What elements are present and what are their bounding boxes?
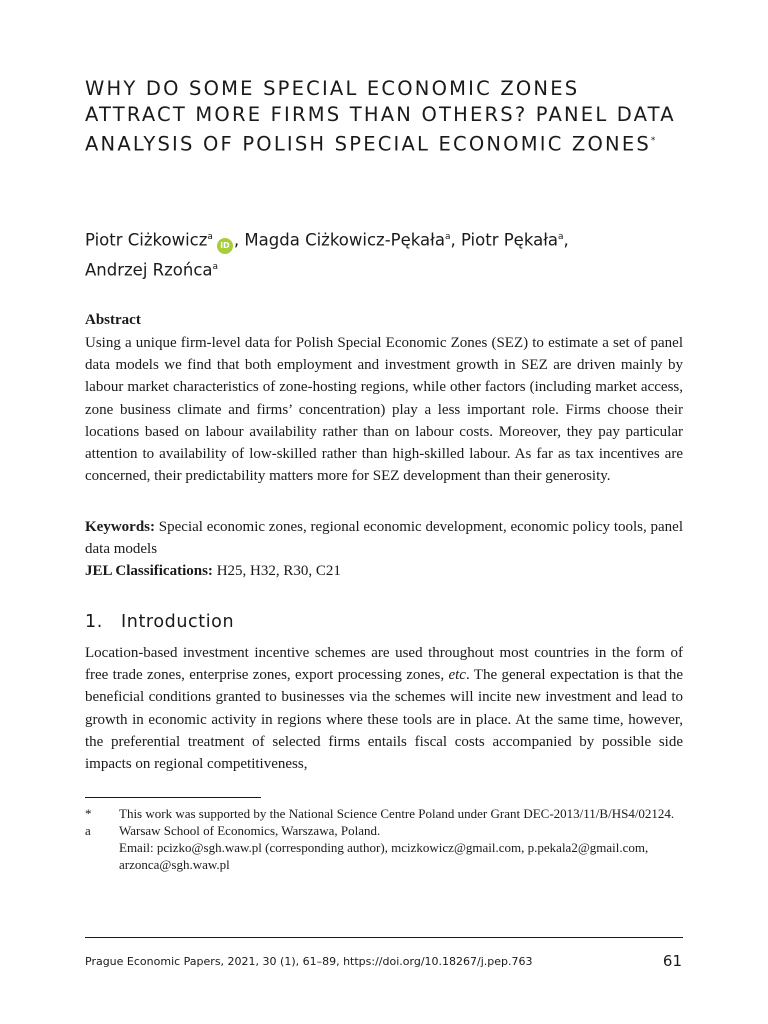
abstract-text: Using a unique firm-level data for Polish Special Economic Zones (SEZ) to estimate a set of panel data models we find that both employment and investment growth in SEZ are driven mainly by labour market characteristics of zone-hosting regions, while other factors (including market access, zone business climate and firms’ concentration) play a less important role. Firms choose their locations based on labour availability rather than on labour costs. Moreover, they pay particular attention to availability of low-skilled rather than high-skilled labour. As far as tax incentives are concerned, their predictability matters more for SEZ development than their generosity. (85, 335, 683, 485)
footnote-mark (85, 839, 119, 873)
section-heading-introduction: 1. Introduction (85, 612, 235, 632)
footnote-text: This work was supported by the National Science Centre Poland under Grant DEC-2013/11/B/HS4/02124. (119, 806, 675, 821)
author-name: Piotr Pękała (460, 230, 559, 250)
title-line: WHY DO SOME SPECIAL ECONOMIC ZONES (85, 77, 580, 100)
jel-label: JEL Classifications: (85, 563, 213, 579)
footer-divider (85, 937, 683, 938)
orcid-icon[interactable]: iD (217, 238, 233, 254)
footnote-divider (85, 797, 261, 798)
affiliation-mark: a (558, 232, 564, 242)
intro-text-part: . The general expectation is that the beneficial conditions granted to businesses via the schemes will incite new investment and lead to growth in economic activity in regions where these tools are in place. At the same time, however, the preferential treatment of selected firms entails fiscal costs accompanied by possible side impacts on regional competitiveness, (85, 667, 683, 773)
abstract-heading: Abstract (85, 312, 141, 328)
footnote-text: Warsaw School of Economics, Warszawa, Poland. (119, 823, 381, 838)
title-line: ATTRACT MORE FIRMS THAN OTHERS? PANEL DATA (85, 103, 676, 126)
affiliation-mark: a (212, 261, 219, 272)
author-name: Andrzej Rzońca (85, 260, 213, 279)
footnote (85, 822, 685, 839)
footnotes (85, 805, 685, 873)
author-name: Magda Ciżkowicz-Pękała (244, 230, 445, 250)
affiliation-mark: a (207, 232, 213, 242)
title-footnote-mark[interactable]: * (650, 136, 656, 146)
footnote-mark: a (85, 823, 91, 838)
title-line-text: ANALYSIS OF POLISH SPECIAL ECONOMIC ZONES (85, 132, 651, 156)
author-name: Piotr Ciżkowicz (85, 230, 208, 250)
footnote-email-text[interactable]: Email: pcizko@sgh.waw.pl (corresponding author), mcizkowicz@gmail.com, p.pekala2@gmail.com, arzonca@sgh.waw.pl (119, 840, 649, 872)
paper-title (85, 76, 705, 158)
footnote (85, 839, 685, 873)
keywords (85, 516, 683, 560)
page-number: 61 (662, 952, 682, 970)
intro-etc: etc (448, 667, 466, 684)
introduction-paragraph (85, 642, 683, 775)
keywords-text: Special economic zones, regional economic development, economic policy tools, panel data models (85, 519, 684, 558)
intro-text-part: Location-based investment incentive schemes are used throughout most countries in the form of free trade zones, enterprise zones, export processing zones, (85, 645, 683, 684)
title-line (85, 128, 705, 158)
keywords-label: Keywords: (85, 519, 155, 535)
footnote (85, 805, 685, 822)
affiliation-mark: a (444, 232, 451, 242)
footnote-mark: * (85, 806, 92, 821)
author-list: Piotr Ciżkowicz$^a$iD , Magda Ciżkowicz-Pękała$^a$, Piotr Pękała$^a$, Andrzej Rzońca$^a$ (85, 230, 569, 279)
jel-classifications (85, 560, 683, 582)
footer-citation[interactable]: Prague Economic Papers, 2021, 30 (1), 61–89, https://doi.org/10.18267/j.pep.763 (85, 955, 533, 968)
jel-text: H25, H32, R30, C21 (216, 563, 341, 579)
